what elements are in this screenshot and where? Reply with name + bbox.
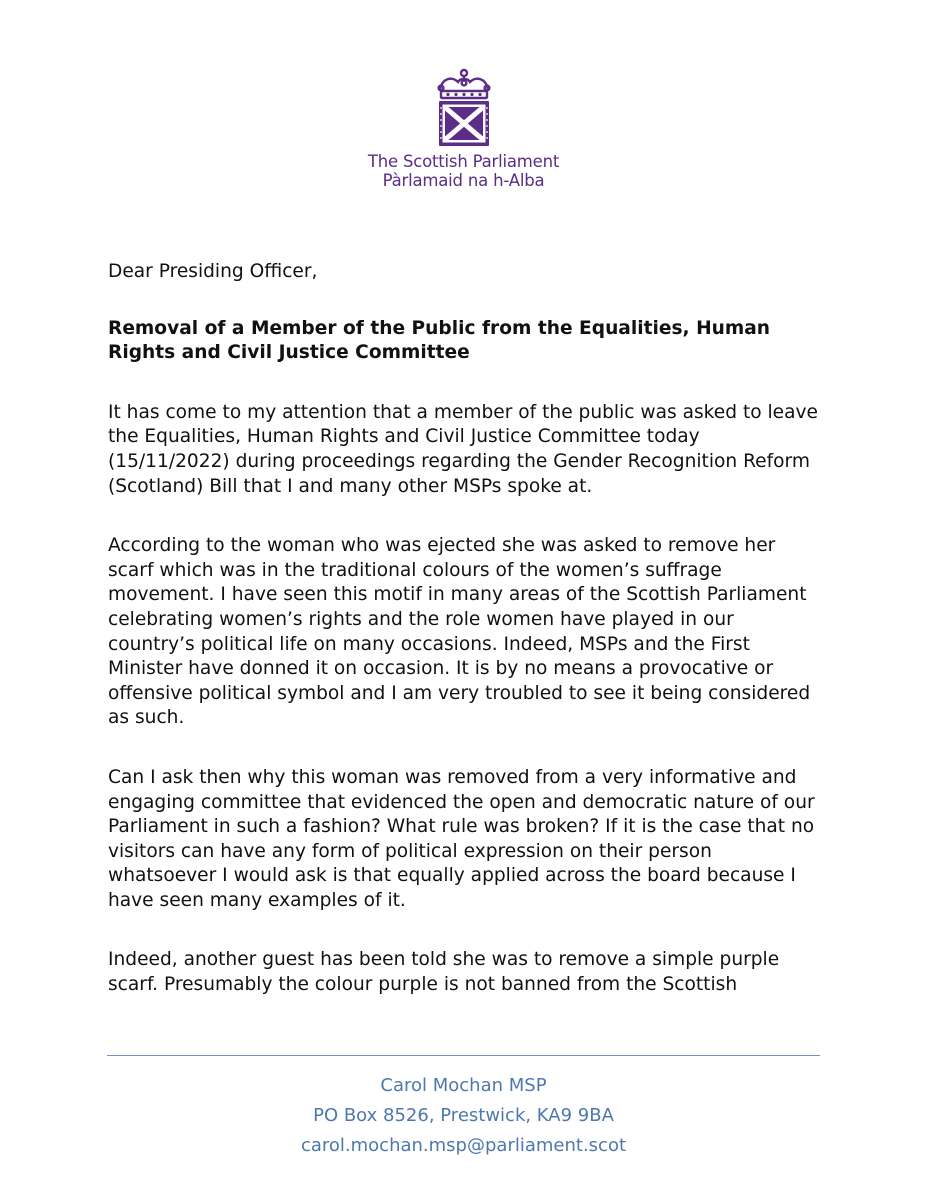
crowned-saltire-logo-icon — [432, 68, 496, 148]
footer-name: Carol Mochan MSP — [380, 1075, 547, 1096]
letter-paragraph: Indeed, another guest has been told she was to remove a simple purple scarf. Presumably the colour purple is not banned from the Scottish — [108, 949, 780, 996]
org-name-english: The Scottish Parliament — [367, 152, 560, 171]
footer-address: PO Box 8526, Prestwick, KA9 9BA — [313, 1105, 614, 1126]
letter-paragraph: According to the woman who was ejected she was asked to remove her scarf which was in the traditional colours of the women’s suffrage movement. I have seen this motif in many areas of the Scottish Parliament celebrating women’s rights and the role women have played in our country’s political life on many occasions. Indeed, MSPs and the First Minister have donned it on occasion. It is by no means a provocative or offensive political symbol and I am very troubled to see it being considered as such. — [108, 535, 811, 729]
letter-subject: Removal of a Member of the Public from the Equalities, Human Rights and Civil Justice Committee — [108, 317, 771, 364]
org-name-gaelic: Pàrlamaid na h-Alba — [382, 171, 545, 190]
footer — [0, 1071, 927, 1161]
letter-body — [108, 260, 823, 1022]
salutation: Dear Presiding Officer, — [108, 261, 318, 282]
parliament-logo — [0, 68, 927, 152]
letter-paragraph: It has come to my attention that a member of the public was asked to leave the Equalities, Human Rights and Civil Justice Committee today (15/11/2022) during proceedings regarding the Gender Recognition Reform (Scotland) Bill that I and many other MSPs spoke at. — [108, 401, 818, 497]
footer-email[interactable]: carol.mochan.msp@parliament.scot — [300, 1135, 627, 1156]
footer-divider — [107, 1055, 820, 1056]
letter-paragraph: Can I ask then why this woman was removed from a very informative and engaging committee that evidenced the open and democratic nature of our Parliament in such a fashion? What rule was broken? If it is the case that no visitors can have any form of political expression on their person whatsoever I would ask is that equally applied across the board because I have seen many examples of it. — [108, 766, 815, 911]
